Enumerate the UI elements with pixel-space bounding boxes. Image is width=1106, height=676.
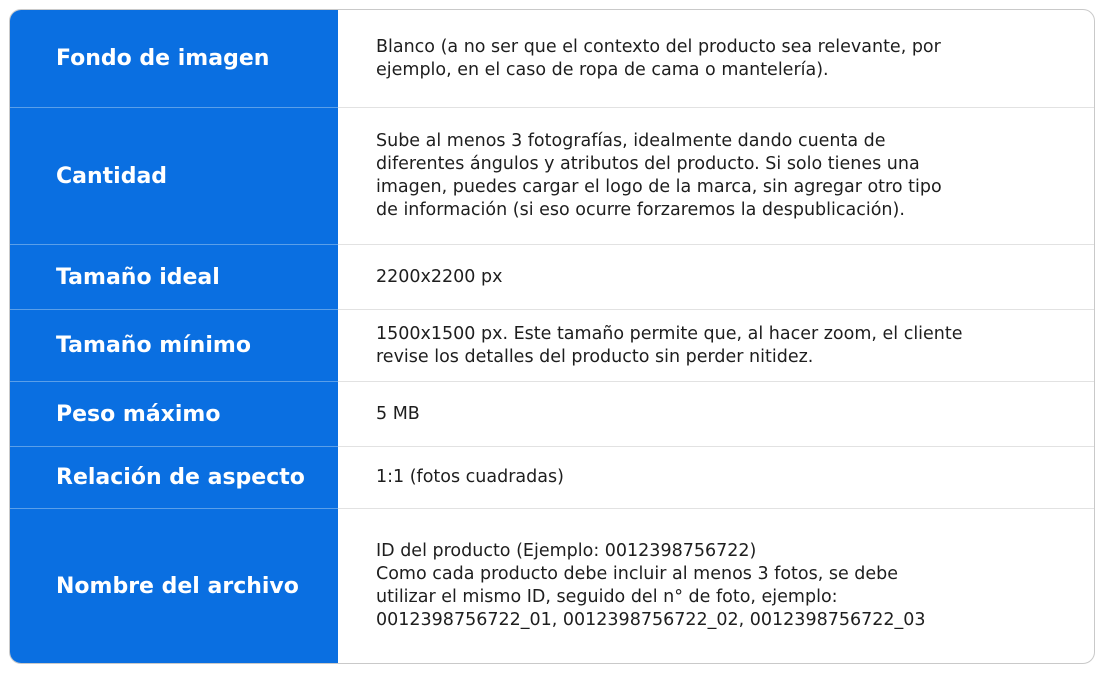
image-spec-table	[9, 9, 1095, 664]
row-label-minimum-size: Tamaño mínimo	[10, 310, 338, 382]
row-value-quantity: Sube al menos 3 fotografías, idealmente dando cuenta de diferentes ángulos y atributos del producto. Si solo tienes una imagen, puedes cargar el logo de la marca, sin agregar otro tipo de información (si eso ocurre forzaremos la despublicación).	[338, 108, 1094, 245]
row-value-max-weight: 5 MB	[338, 382, 1094, 447]
row-label-quantity: Cantidad	[10, 108, 338, 245]
row-value-aspect-ratio: 1:1 (fotos cuadradas)	[338, 447, 1094, 509]
row-label-aspect-ratio: Relación de aspecto	[10, 447, 338, 509]
row-value-minimum-size: 1500x1500 px. Este tamaño permite que, al hacer zoom, el cliente revise los detalles del producto sin perder nitidez.	[338, 310, 1094, 382]
row-value-ideal-size: 2200x2200 px	[338, 245, 1094, 310]
row-label-max-weight: Peso máximo	[10, 382, 338, 447]
row-label-ideal-size: Tamaño ideal	[10, 245, 338, 310]
row-label-file-name: Nombre del archivo	[10, 509, 338, 663]
row-value-background: Blanco (a no ser que el contexto del producto sea relevante, por ejemplo, en el caso de ropa de cama o mantelería).	[338, 10, 1094, 108]
row-label-background: Fondo de imagen	[10, 10, 338, 108]
row-value-file-name: ID del producto (Ejemplo: 0012398756722) Como cada producto debe incluir al menos 3 fotos, se debe utilizar el mismo ID, seguido del n° de foto, ejemplo: 0012398756722_01, 0012398756722_02, 0012398756722_03	[376, 541, 926, 630]
